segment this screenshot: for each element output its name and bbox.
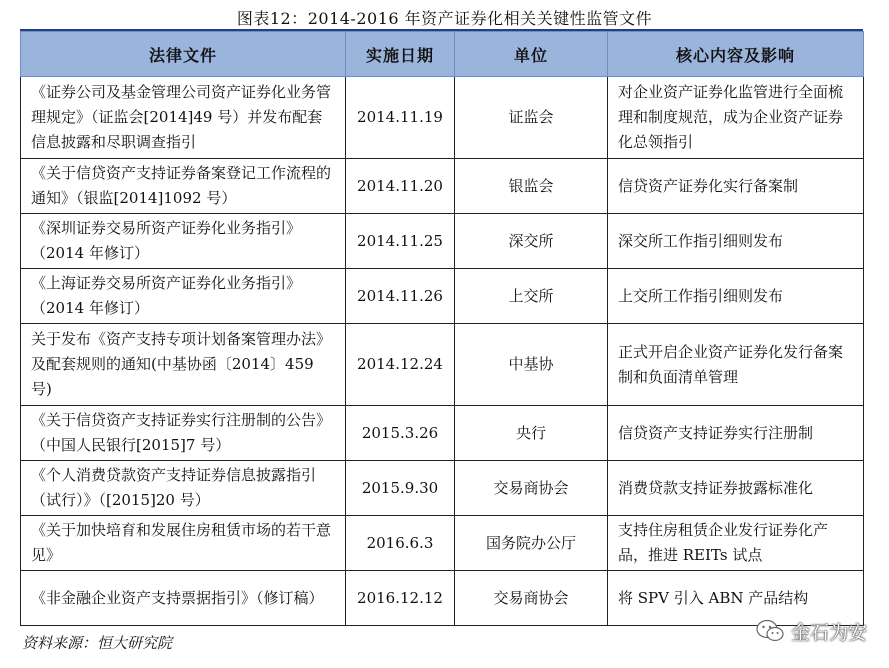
cell-unit: 上交所 <box>455 269 608 324</box>
table-row <box>21 324 864 406</box>
cell-unit: 国务院办公厅 <box>455 516 608 571</box>
cell-document: 《个人消费贷款资产支持证券信息披露指引（试行）》（[2015]20 号） <box>21 461 346 516</box>
cell-unit: 交易商协会 <box>455 571 608 626</box>
cell-impact: 深交所工作指引细则发布 <box>608 214 864 269</box>
cell-document: 《上海证券交易所资产证券化业务指引》（2014 年修订） <box>21 269 346 324</box>
cell-impact: 上交所工作指引细则发布 <box>608 269 864 324</box>
watermark-text: 金石为安 <box>790 621 867 644</box>
table-row <box>21 461 864 516</box>
header-legal-document: 法律文件 <box>21 32 346 77</box>
cell-date: 2015.9.30 <box>346 461 455 516</box>
cell-unit: 证监会 <box>455 77 608 159</box>
cell-date: 2016.12.12 <box>346 571 455 626</box>
cell-document: 《关于信贷资产支持证券实行注册制的公告》（中国人民银行[2015]7 号） <box>21 406 346 461</box>
cell-impact: 对企业资产证券化监管进行全面梳理和制度规范，成为企业资产证券化总领指引 <box>608 77 864 159</box>
table-row <box>21 269 864 324</box>
cell-document: 关于发布《资产支持专项计划备案管理办法》及配套规则的通知(中基协函〔2014〕459 号) <box>21 324 346 406</box>
cell-document: 《深圳证券交易所资产证券化业务指引》（2014 年修订） <box>21 214 346 269</box>
cell-date: 2015.3.26 <box>346 406 455 461</box>
cell-date: 2014.11.25 <box>346 214 455 269</box>
cell-unit: 银监会 <box>455 159 608 214</box>
cell-document: 《关于加快培育和发展住房租赁市场的若干意见》 <box>21 516 346 571</box>
table-row <box>21 214 864 269</box>
cell-unit: 深交所 <box>455 214 608 269</box>
cell-impact: 消费贷款支持证券披露标准化 <box>608 461 864 516</box>
cell-unit: 央行 <box>455 406 608 461</box>
table-row <box>21 159 864 214</box>
cell-date: 2014.12.24 <box>346 324 455 406</box>
table-row <box>21 571 864 626</box>
source-note: 资料来源：恒大研究院 <box>22 634 173 652</box>
cell-date: 2014.11.26 <box>346 269 455 324</box>
cell-impact: 支持住房租赁企业发行证券化产品，推进 REITs 试点 <box>608 516 864 571</box>
cell-impact: 信贷资产证券化实行备案制 <box>608 159 864 214</box>
cell-unit: 交易商协会 <box>455 461 608 516</box>
cell-date: 2014.11.19 <box>346 77 455 159</box>
cell-date: 2016.6.3 <box>346 516 455 571</box>
cell-date: 2014.11.20 <box>346 159 455 214</box>
header-core-content: 核心内容及影响 <box>608 32 864 77</box>
cell-unit: 中基协 <box>455 324 608 406</box>
header-effective-date: 实施日期 <box>346 32 455 77</box>
table-row <box>21 516 864 571</box>
watermark <box>755 616 867 646</box>
cell-document: 《关于信贷资产支持证券备案登记工作流程的通知》（银监[2014]1092 号） <box>21 159 346 214</box>
cell-document: 《证券公司及基金管理公司资产证券化业务管理规定》（证监会[2014]49 号）并发布配套信息披露和尽职调查指引 <box>21 77 346 159</box>
cell-impact: 将 SPV 引入 ABN 产品结构 <box>608 571 864 626</box>
table-title: 图表12：2014-2016 年资产证券化相关关键性监管文件 <box>236 9 653 28</box>
header-issuing-unit: 单位 <box>455 32 608 77</box>
cell-document: 《非金融企业资产支持票据指引》（修订稿） <box>21 571 346 626</box>
header-row <box>21 32 864 77</box>
table-row <box>21 406 864 461</box>
wechat-icon <box>755 618 785 644</box>
cell-impact: 信贷资产支持证券实行注册制 <box>608 406 864 461</box>
regulation-table <box>20 31 864 626</box>
table-row <box>21 77 864 159</box>
cell-impact: 正式开启企业资产证券化发行备案制和负面清单管理 <box>608 324 864 406</box>
regulation-table-frame <box>20 29 863 626</box>
